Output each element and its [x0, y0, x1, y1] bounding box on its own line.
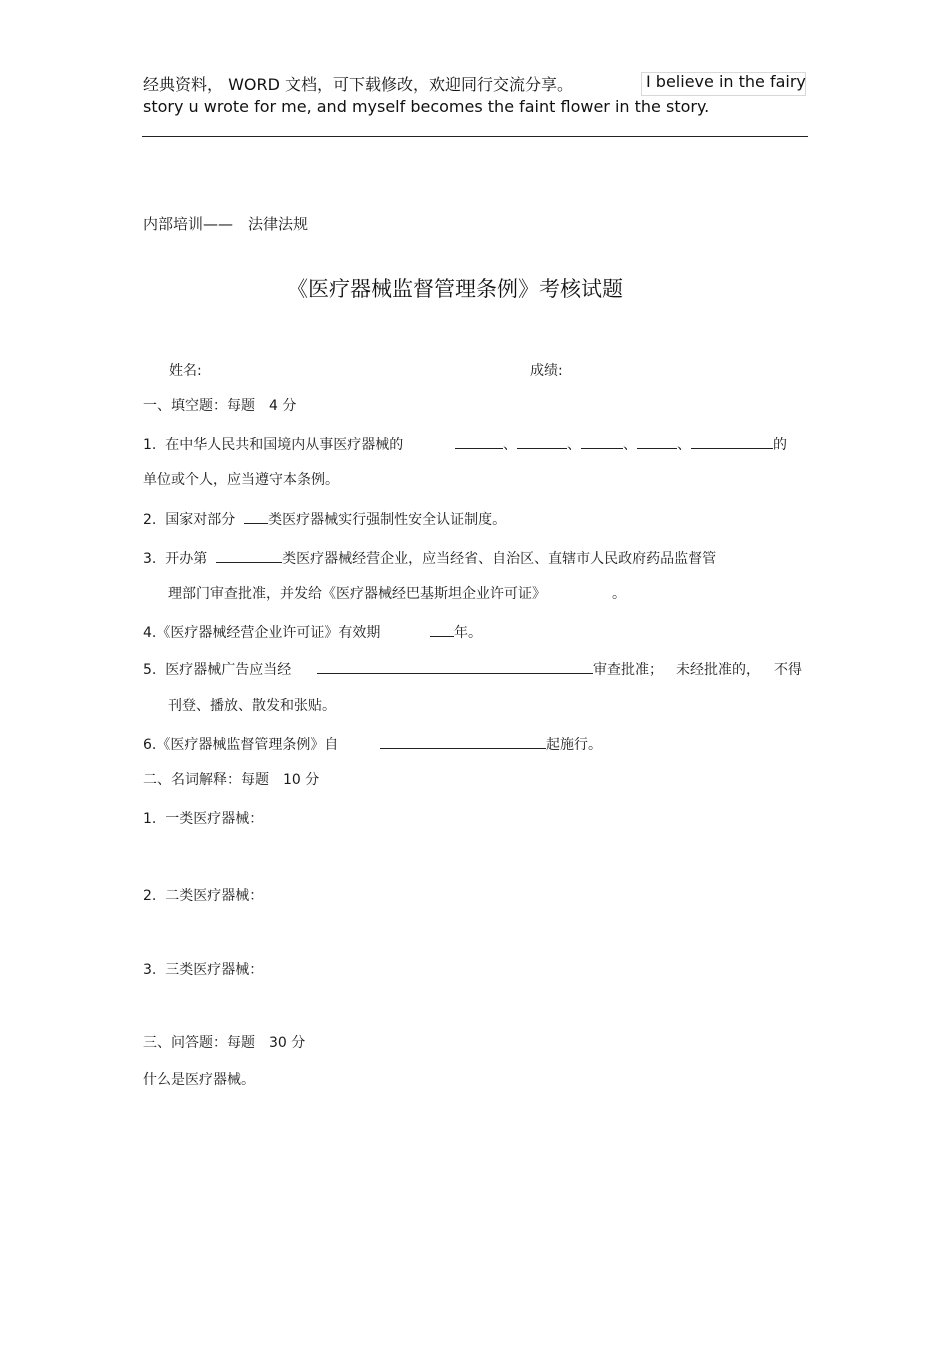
q3-text-b: 类医疗器械经营企业，应当经省、自治区、直辖市人民政府药品监督管 — [282, 551, 717, 567]
q4-text-a: 《医疗器械经营企业许可证》有效期 — [156, 625, 381, 641]
q6-text-a: 《医疗器械监督管理条例》自 — [156, 737, 339, 753]
q3-line2: 理部门审查批准，并发给《医疗器械经巴基斯坦企业许可证》 — [168, 586, 546, 602]
q4-blank[interactable] — [430, 622, 454, 637]
name-label: 姓名: — [169, 363, 202, 379]
q1-blank-2[interactable] — [517, 434, 567, 449]
q1-sep-4: 、 — [677, 437, 691, 453]
header-chinese-text: 经典资料， WORD 文档，可下载修改，欢迎同行交流分享。 — [143, 75, 574, 94]
part2-item-2-number: 2. — [143, 888, 157, 904]
part2-item-2 — [143, 885, 263, 905]
q6-number: 6. — [143, 737, 157, 753]
q1-blank-1[interactable] — [455, 434, 503, 449]
q2-text-a: 国家对部分 — [165, 512, 236, 528]
q5-text-b: 审查批准； — [593, 662, 663, 678]
score-label: 成绩: — [530, 363, 563, 379]
q5-blank[interactable] — [317, 659, 593, 674]
q5-number: 5. — [143, 662, 157, 678]
part2-heading: 二、名词解释：每题 10 分 — [143, 772, 320, 788]
part2-item-1-text: 一类医疗器械： — [165, 811, 264, 827]
part3-question: 什么是医疗器械。 — [143, 1072, 255, 1088]
part2-item-3-number: 3. — [143, 962, 157, 978]
q2-blank[interactable] — [244, 509, 268, 524]
q3-text-a: 开办第 — [165, 551, 208, 567]
q4-blank-group — [430, 622, 482, 642]
q2-text-b: 类医疗器械实行强制性安全认证制度。 — [268, 512, 507, 528]
header-line-1 — [143, 72, 573, 95]
q6-text-b: 起施行。 — [546, 737, 602, 753]
part2-item-3 — [143, 959, 263, 979]
q3-number: 3. — [143, 551, 157, 567]
q4-line — [143, 622, 380, 642]
q4-text-b: 年。 — [454, 625, 482, 641]
q5-text-d: 不得 — [774, 662, 802, 678]
q5-line2: 刊登、播放、散发和张贴。 — [168, 698, 336, 714]
part2-item-2-text: 二类医疗器械： — [165, 888, 264, 904]
q1-sep-3: 、 — [623, 437, 637, 453]
q1-number: 1. — [143, 437, 157, 453]
page-title: 《医疗器械监督管理条例》考核试题 — [287, 277, 623, 301]
q1-sep-2: 、 — [567, 437, 581, 453]
q3-line2-end: 。 — [612, 586, 626, 602]
part2-item-3-text: 三类医疗器械： — [165, 962, 264, 978]
q1-blank-3[interactable] — [581, 434, 623, 449]
q3-line1 — [143, 548, 716, 568]
part3-heading: 三、问答题：每题 30 分 — [143, 1035, 306, 1051]
q1-line2: 单位或个人，应当遵守本条例。 — [143, 472, 339, 488]
q5-line1 — [143, 659, 291, 679]
q5-text-c: 未经批准的， — [676, 662, 760, 678]
q1-text: 在中华人民共和国境内从事医疗器械的 — [165, 437, 404, 453]
q6-blank-group — [380, 734, 602, 754]
q5-blank-group — [317, 659, 663, 679]
part2-item-1-number: 1. — [143, 811, 157, 827]
q5-text-a: 医疗器械广告应当经 — [165, 662, 292, 678]
header-english-text-2: story u wrote for me, and myself becomes the faint flower in the story. — [143, 97, 710, 116]
q1-blank-5[interactable] — [691, 434, 773, 449]
header-divider — [142, 136, 808, 137]
q3-blank[interactable] — [216, 548, 282, 563]
q6-blank[interactable] — [380, 734, 546, 749]
q1-blanks — [455, 434, 787, 454]
part2-item-1 — [143, 808, 263, 828]
part1-heading: 一、填空题：每题 4 分 — [143, 398, 297, 414]
q2-line — [143, 509, 506, 529]
section-label: 内部培训—— 法律法规 — [143, 215, 309, 233]
q6-line — [143, 734, 338, 754]
q4-number: 4. — [143, 625, 157, 641]
header-english-text-1: I believe in the fairy — [646, 72, 806, 91]
q1-sep-1: 、 — [503, 437, 517, 453]
q2-number: 2. — [143, 512, 157, 528]
q1-blank-4[interactable] — [637, 434, 677, 449]
q1-tail: 的 — [773, 437, 787, 453]
q1-line1 — [143, 434, 403, 454]
